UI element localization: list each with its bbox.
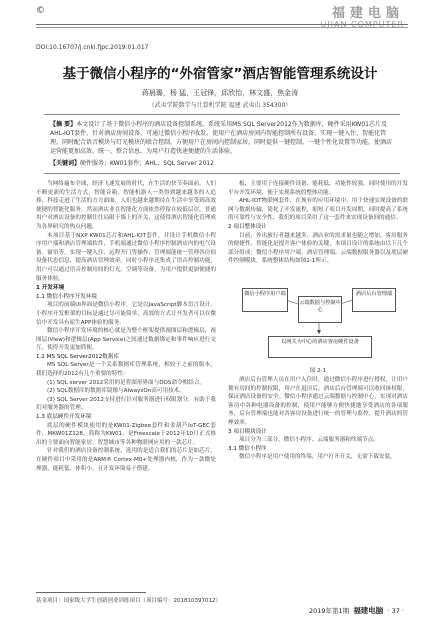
body-paragraph: MS SQL Server是一个关系数据库管理系统，相较于之前的版本，我们选择的2012有几个重要的特性： <box>36 362 216 378</box>
subsection-heading: 3 项目模块设计 <box>228 428 267 435</box>
body-paragraph: 酒店后台管理人员在用户入住时，通过微信小程序进行授权，让用户拥有房间的控制权限，用户在退房后，酒店后台管理端可以收回该权限，保证酒店设备的安全。微信小程序通过云端数据与控制中心，实现对酒店客房中各种电器设备的控制，使用户能够方便快捷地享受酒店的各项服务，后台管理端也能对各客房设备进行统一的管理与监控，提升酒店的管理效率。 <box>228 377 408 426</box>
box-room-hardware: 以网关为中心的酒店客房硬件设备 <box>268 336 372 358</box>
body-paragraph: 目前，外出旅行者越来越多，酒店业的需求量也随之增加。客房服务的便捷性、智能化是提升客户体验的关键，本项目设计的系统由以下几个部分组成：微信小程序用户端、酒店管理端、云端数据服务器以及底层硬件控制模块，系统整体结构如图2-1所示。 <box>228 232 408 265</box>
figure-caption: 图 2-1 <box>309 368 327 374</box>
doi-line: DOI:10.16707/j.cnki.fjpc.2019.01.017 <box>36 44 149 51</box>
box-hotel-admin: 酒店后台管理端 <box>352 288 396 312</box>
keywords <box>50 158 396 167</box>
abstract <box>50 120 396 156</box>
body-paragraph: (3) SQL Server 2012支持进行针对服务器进行权限划分，有助于我们对服务器的管理。 <box>36 396 216 412</box>
issue-label: 2019年第1期 <box>308 607 350 615</box>
body-paragraph: 本项目基于NXP KW01芯片和AHL-IOT套件，并设计手机微信小程序用户端和酒店管理端软件，手机端通过微信小程序控制酒店内的电气设备、窗帘等，实现一键入住、远程开门等操作；管理端能统一管理各房间设备状态信息，提高酒店管理效率。同时小程序还集成了语音控制功能，用户可以通过语音控制房间的灯光、空调等设备，为用户提供更加便捷的服务体验。 <box>36 232 216 282</box>
body-paragraph: (2) SQL数据库的数据库镜像与AlwaysOn高可用技术。 <box>47 388 185 395</box>
left-column <box>36 180 216 473</box>
footer-journal-name: 福建电脑 <box>353 606 384 615</box>
system-architecture-diagram <box>240 280 396 360</box>
abstract-label: 【摘 要】 <box>50 121 77 128</box>
subsection-heading: 1.2 MS SQL Server2012数据库 <box>36 353 120 360</box>
subsection-heading: 1.1 微信小程序开发环境 <box>36 293 98 300</box>
header-rule <box>36 24 408 25</box>
affiliation: （武夷学院数学与计算机学院 福建 武夷山 354300） <box>148 102 292 109</box>
body-paragraph: 针对我们的酒店设备控制系统，选用的是适合我们的芯片是如芯片，在硬件项目中采用的是ARM® Cortex-M0+处理器内核，作为一款微处理器，能耗低、体积小，且开发环境易于搭建。 <box>36 448 216 472</box>
copyright-mark: © <box>36 6 45 16</box>
body-paragraph: 当网络遍布全球，经济飞速发展的时代，在生活的快节奏面前，人们不断更新的生活方式、智能音箱、智能机器人一类得到越来越多的人追捧，科技走进了生活的方方面面，人们也越来越期待在生活中享受到高效便捷的智能化服务。然而酒店业在智能化方面依然停留在较低层次，普通用户对酒店设备的控制往往局限于墙上的开关，这使得酒店智能化管理成为各界研究的热点问题。 <box>36 181 216 230</box>
body-paragraph: 微信小程序开发环境的核心就是为整个框架提供视图层和逻辑层，视图层(View)和逻辑层(App Service)之间通过数据绑定和事件响应进行交互，使得开发更加简便。 <box>36 328 216 352</box>
section-heading: 1 开发环境 <box>36 285 65 292</box>
footnote-rule <box>36 592 146 593</box>
fund-footnote: 基金项目：国家级大学生创新创业训练项目（项目编号：201810397012） <box>36 598 221 604</box>
subsection-heading: 2 项目整体设计 <box>228 223 267 230</box>
arrow-head-down <box>317 330 321 334</box>
right-column-bottom <box>228 376 408 462</box>
journal-name-cn: 福建电脑 <box>331 6 404 21</box>
page-number: · 37 · <box>387 607 404 615</box>
body-paragraph: 底层的硬件模块使用的是KW01-Zigbee套件和金葫芦IoT-GEC套件，MKW01Z128，简称为KW01，是Freescale于2012年10月正式推出的主要面向智能家居、智慧城市等各种物联网应用的一款芯片。 <box>36 422 216 446</box>
box-wechat-user: 微信小程序用户端 <box>242 288 288 312</box>
body-paragraph: 项目分为三部分，微信小程序、云端服务器和终端节点。 <box>239 437 379 444</box>
article-title: 基于微信小程序的“外宿管家”酒店智能管理系统设计 <box>62 66 378 82</box>
keywords-text: 硬件服务；KW01套件；AHL；SQL Server 2012 <box>80 160 214 167</box>
subsection-heading: 3.1 微信小程序 <box>228 445 267 452</box>
page-footer <box>309 605 404 616</box>
subsection-heading: 1.3 底层硬件开发环境 <box>36 414 92 421</box>
body-paragraph: AHL-IOT物联网套件，在现有的应用环境中，用于快速实现设备的联网与数据传输，简化了开发流程，缩短了项目开发周期，同时提高了系统的可靠性与安全性。我们的项目采用了这一套件来实现设备间的通信。 <box>228 198 408 222</box>
header-rule-thin <box>36 27 408 28</box>
author-list: 蒋晨璐，杨 猛，王冠锋，邱欣怡，林文盛，焦金涛 <box>141 89 299 97</box>
body-paragraph: 板，主要用于连接硬件设备、能耗低、功能性较强，同时使用的开发平台开发环境，便于实现系统的整体功能。 <box>228 181 408 196</box>
right-column-top <box>228 180 408 266</box>
body-paragraph: 项目的前端UI界面是微信小程序，它是以JavaScript脚本语言设计，小程序开发框架的目标是通过尽可能简单、高效的方式让开发者可以在微信中开发具有原生APP体验的服务。 <box>36 302 216 326</box>
keywords-label: 【关键词】 <box>50 160 81 167</box>
box-cloud-center: 云端数据与控制中心 <box>298 296 342 323</box>
body-paragraph: 微信小程序是用户使用的终端，用户打开开关，无需下载安装， <box>239 454 396 461</box>
body-paragraph: (1) SQL server 2012采用的是将图形界面与DOS命令相结合。 <box>47 379 206 386</box>
abstract-text: 本文设计了基于微信小程序的酒店设备控制系统。系统采用MS SQL Server2012作为数据库，硬件采用KW01芯片及AHL-IOT套件，针对酒店房间设备，可通过微信小程序收发，使用户在酒店房间内智能控制所有设备，实现一键入住，智能化管理，同时配合语音模块与灯光模块的联合控制，方便用户在房间内控制家居，同时提供一键控制、一键个性化设置等功能，使酒店运营能更加高效、统一、整合信息，为用户打造快速便捷的生活体验。 <box>50 121 393 155</box>
